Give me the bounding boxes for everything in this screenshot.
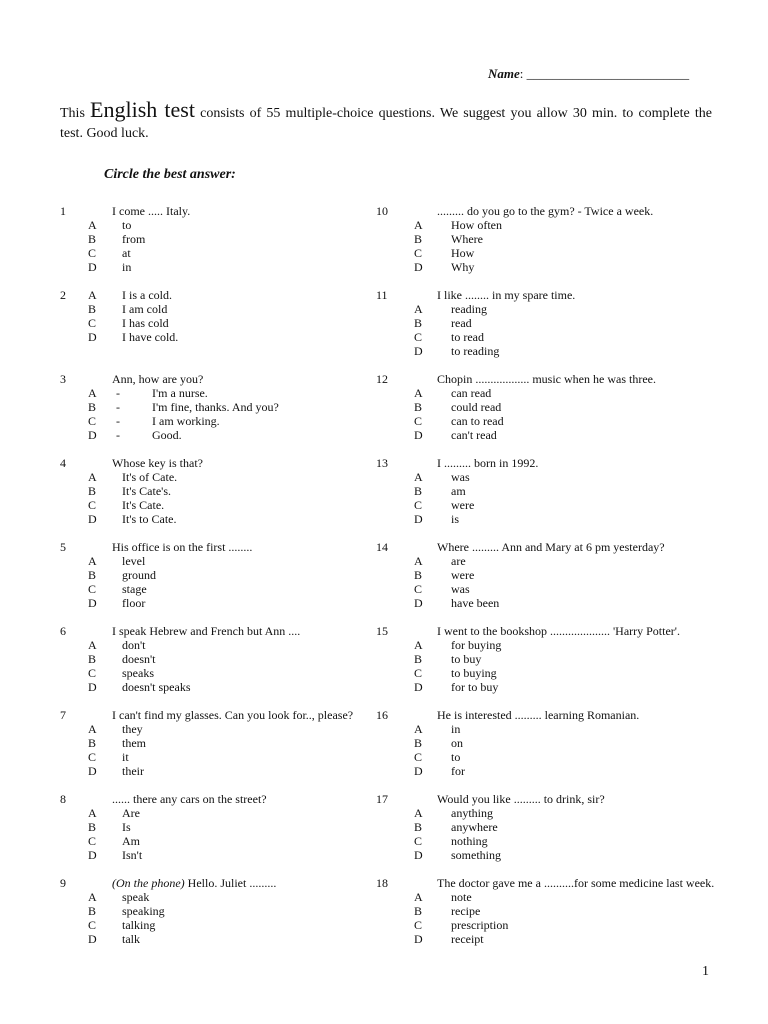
question-number: 3	[60, 372, 66, 386]
question-stem	[112, 792, 267, 806]
option-letter: A	[414, 890, 423, 904]
option-letter: B	[88, 820, 97, 834]
option-letter: B	[88, 568, 97, 582]
option-letter: C	[414, 582, 423, 596]
question-stem	[112, 540, 252, 554]
intro-this: This	[60, 106, 85, 121]
question-stem	[437, 372, 656, 386]
question-number: 15	[376, 624, 388, 638]
question-stem-text: ......... do you go to the gym? - Twice a week.	[437, 204, 654, 218]
option-letter: C	[88, 498, 97, 512]
option-letter: D	[88, 512, 97, 526]
left-question-column	[0, 204, 354, 960]
question-number: 8	[60, 792, 66, 806]
option-text: don't	[122, 638, 146, 652]
option-text: nothing	[451, 834, 488, 848]
option-text: they	[122, 722, 143, 736]
option-text: something	[451, 848, 501, 862]
option-letter: B	[414, 820, 423, 834]
name-blank: : _________________________	[519, 66, 690, 81]
question-4	[0, 456, 350, 540]
option-letter: C	[414, 834, 423, 848]
option-letter: B	[414, 568, 423, 582]
option-text: stage	[122, 582, 147, 596]
question-number: 2	[60, 288, 66, 302]
option-letter: A	[414, 554, 423, 568]
option-text: is	[451, 512, 460, 526]
option-dash: -	[116, 428, 120, 442]
question-9	[0, 876, 350, 960]
option-text: for to buy	[451, 680, 499, 694]
question-number: 12	[376, 372, 388, 386]
option-letter: D	[414, 428, 423, 442]
option-letter: D	[414, 848, 423, 862]
question-13	[372, 456, 722, 540]
question-number: 5	[60, 540, 66, 554]
question-number: 9	[60, 876, 66, 890]
instruction: Circle the best answer:	[104, 167, 236, 182]
question-number: 11	[376, 288, 388, 302]
option-text: speaks	[122, 666, 154, 680]
option-letter: A	[414, 722, 423, 736]
option-letter: C	[414, 330, 423, 344]
option-text: I am working.	[152, 414, 220, 428]
option-letter: C	[414, 498, 423, 512]
option-letter: A	[414, 386, 423, 400]
question-number: 6	[60, 624, 66, 638]
question-stem-text: Where ......... Ann and Mary at 6 pm yesterday?	[437, 540, 665, 554]
name-label: Name	[488, 66, 520, 81]
option-letter: B	[88, 232, 97, 246]
option-letter: A	[88, 638, 97, 652]
question-stem-text: Would you like ......... to drink, sir?	[437, 792, 605, 806]
option-text: doesn't speaks	[122, 680, 191, 694]
question-18	[372, 876, 722, 960]
option-text: anywhere	[451, 820, 498, 834]
option-text: anything	[451, 806, 493, 820]
option-dash: -	[116, 414, 120, 428]
option-letter: D	[414, 764, 423, 778]
option-text: level	[122, 554, 146, 568]
option-letter: C	[414, 918, 423, 932]
option-letter: A	[88, 470, 97, 484]
option-text: them	[122, 736, 146, 750]
option-letter: D	[88, 764, 97, 778]
option-text: was	[451, 582, 470, 596]
option-letter: B	[414, 232, 423, 246]
question-number: 17	[376, 792, 388, 806]
question-number: 14	[376, 540, 388, 554]
option-letter: B	[414, 904, 423, 918]
question-stem	[112, 204, 190, 218]
question-stem-text: Ann, how are you?	[112, 372, 204, 386]
question-stem	[437, 288, 575, 302]
page-number: 1	[702, 964, 709, 979]
intro-rest: consists of 55 multiple-choice questions. We suggest you allow 30 min. to complete the test. Good luck.	[60, 106, 713, 141]
option-text: Am	[122, 834, 140, 848]
option-letter: D	[88, 680, 97, 694]
option-letter: C	[88, 750, 97, 764]
option-letter: B	[88, 484, 97, 498]
option-text: Where	[451, 232, 483, 246]
option-letter: C	[88, 414, 97, 428]
option-text: How	[451, 246, 475, 260]
option-letter: D	[88, 260, 97, 274]
question-12	[372, 372, 722, 456]
option-text: speaking	[122, 904, 165, 918]
option-text: talk	[122, 932, 140, 946]
option-letter: D	[414, 932, 423, 946]
question-stem	[437, 204, 653, 218]
intro-paragraph	[60, 97, 713, 144]
question-2	[0, 288, 350, 372]
option-letter: D	[414, 680, 423, 694]
option-letter: D	[88, 848, 97, 862]
option-letter: A	[88, 890, 97, 904]
question-6	[0, 624, 350, 708]
question-stem	[112, 876, 276, 890]
question-3	[0, 372, 350, 456]
option-letter: C	[414, 246, 423, 260]
question-stem	[437, 792, 605, 806]
option-letter: A	[414, 470, 423, 484]
option-letter: C	[88, 834, 97, 848]
option-letter: A	[414, 302, 423, 316]
option-text: for buying	[451, 638, 502, 652]
question-stem-text: I like ........ in my spare time.	[437, 288, 576, 302]
option-text: doesn't	[122, 652, 156, 666]
option-text: prescription	[451, 918, 509, 932]
option-text: I am cold	[122, 302, 168, 316]
question-14	[372, 540, 722, 624]
option-letter: C	[88, 918, 97, 932]
question-stem	[437, 876, 714, 890]
question-stem-text: I ......... born in 1992.	[437, 456, 539, 470]
option-letter: D	[88, 596, 97, 610]
question-number: 1	[60, 204, 66, 218]
option-letter: D	[414, 596, 423, 610]
option-text: in	[451, 722, 461, 736]
question-number: 7	[60, 708, 66, 722]
option-letter: B	[88, 904, 97, 918]
option-letter: C	[88, 582, 97, 596]
option-text: It's Cate.	[122, 498, 165, 512]
option-letter: B	[414, 484, 423, 498]
option-letter: A	[88, 806, 97, 820]
option-letter: B	[414, 316, 423, 330]
option-letter: B	[88, 400, 97, 414]
option-text: speak	[122, 890, 150, 904]
option-dash: -	[116, 386, 120, 400]
option-text: I has cold	[122, 316, 169, 330]
option-text: on	[451, 736, 463, 750]
question-16	[372, 708, 722, 792]
question-15	[372, 624, 722, 708]
question-number: 4	[60, 456, 66, 470]
question-5	[0, 540, 350, 624]
question-11	[372, 288, 722, 372]
option-text: were	[451, 568, 475, 582]
option-letter: C	[414, 666, 423, 680]
option-letter: D	[414, 344, 423, 358]
option-dash: -	[116, 400, 120, 414]
question-stem-text: He is interested ......... learning Romanian.	[437, 708, 640, 722]
option-letter: A	[88, 288, 97, 302]
question-number: 16	[376, 708, 388, 722]
option-letter: A	[414, 638, 423, 652]
option-letter: C	[88, 666, 97, 680]
question-stem-text: I come ..... Italy.	[112, 204, 191, 218]
option-letter: B	[88, 736, 97, 750]
option-letter: A	[414, 218, 423, 232]
question-stem	[437, 456, 538, 470]
question-stem-text: I can't find my glasses. Can you look for.., please?	[112, 708, 354, 722]
option-text: I have cold.	[122, 330, 179, 344]
option-letter: C	[414, 750, 423, 764]
option-letter: B	[414, 736, 423, 750]
option-text: It's Cate's.	[122, 484, 171, 498]
option-text: to buying	[451, 666, 497, 680]
option-text: am	[451, 484, 466, 498]
option-text: from	[122, 232, 146, 246]
question-stem-text: The doctor gave me a ..........for some medicine last week.	[437, 876, 715, 890]
option-letter: B	[414, 652, 423, 666]
question-10	[372, 204, 722, 288]
option-text: How often	[451, 218, 502, 232]
name-field	[488, 66, 689, 82]
option-text: Good.	[152, 428, 182, 442]
option-letter: D	[88, 932, 97, 946]
question-stem-text: His office is on the first ........	[112, 540, 253, 554]
question-7	[0, 708, 354, 792]
option-text: it	[122, 750, 129, 764]
option-text: to read	[451, 330, 484, 344]
question-stem	[112, 624, 300, 638]
question-stem-text: I went to the bookshop .................... 'Harry Potter'.	[437, 624, 680, 638]
option-letter: A	[88, 218, 97, 232]
option-letter: B	[88, 652, 97, 666]
option-letter: C	[88, 246, 97, 260]
option-letter: D	[88, 330, 97, 344]
option-text: I is a cold.	[122, 288, 172, 302]
option-text: for	[451, 764, 465, 778]
option-text: reading	[451, 302, 487, 316]
option-text: recipe	[451, 904, 481, 918]
option-letter: C	[414, 414, 423, 428]
option-text: Why	[451, 260, 475, 274]
option-text: Is	[122, 820, 131, 834]
option-text: to buy	[451, 652, 482, 666]
question-stem-text: Chopin .................. music when he was three.	[437, 372, 656, 386]
question-1	[0, 204, 350, 288]
question-stem-text: I speak Hebrew and French but Ann ....	[112, 624, 301, 638]
question-stem	[437, 540, 665, 554]
option-letter: A	[414, 806, 423, 820]
option-text: to	[122, 218, 132, 232]
option-text: were	[451, 498, 475, 512]
question-stem-text: Hello. Juliet .........	[187, 876, 277, 890]
option-text: can read	[451, 386, 492, 400]
question-stem	[112, 456, 203, 470]
option-text: I'm a nurse.	[152, 386, 208, 400]
option-text: to reading	[451, 344, 500, 358]
option-text: could read	[451, 400, 502, 414]
question-number: 18	[376, 876, 388, 890]
option-text: talking	[122, 918, 156, 932]
option-text: It's to Cate.	[122, 512, 177, 526]
option-letter: D	[414, 512, 423, 526]
option-letter: D	[414, 260, 423, 274]
question-8	[0, 792, 350, 876]
option-text: receipt	[451, 932, 484, 946]
option-letter: D	[88, 428, 97, 442]
option-letter: B	[88, 302, 97, 316]
option-letter: A	[88, 386, 97, 400]
question-17	[372, 792, 722, 876]
option-text: their	[122, 764, 144, 778]
option-text: can't read	[451, 428, 497, 442]
option-text: ground	[122, 568, 156, 582]
question-stem	[112, 372, 203, 386]
question-stem-note: (On the phone)	[112, 876, 185, 890]
option-text: note	[451, 890, 472, 904]
question-stem-text: Whose key is that?	[112, 456, 203, 470]
option-text: floor	[122, 596, 146, 610]
option-text: I'm fine, thanks. And you?	[152, 400, 279, 414]
option-text: It's of Cate.	[122, 470, 178, 484]
option-letter: A	[88, 722, 97, 736]
question-stem-text: ...... there any cars on the street?	[112, 792, 267, 806]
question-stem	[437, 624, 680, 638]
option-letter: C	[88, 316, 97, 330]
option-letter: A	[88, 554, 97, 568]
question-number: 10	[376, 204, 388, 218]
option-text: read	[451, 316, 472, 330]
option-letter: B	[414, 400, 423, 414]
option-text: can to read	[451, 414, 504, 428]
option-text: to	[451, 750, 461, 764]
option-text: Are	[122, 806, 140, 820]
option-text: was	[451, 470, 470, 484]
question-stem	[112, 708, 353, 722]
question-number: 13	[376, 456, 388, 470]
intro-english-test: English test	[90, 97, 195, 122]
option-text: are	[451, 554, 466, 568]
option-text: at	[122, 246, 131, 260]
option-text: have been	[451, 596, 500, 610]
option-text: in	[122, 260, 132, 274]
option-text: Isn't	[122, 848, 143, 862]
right-question-column	[372, 204, 722, 960]
question-stem	[437, 708, 639, 722]
